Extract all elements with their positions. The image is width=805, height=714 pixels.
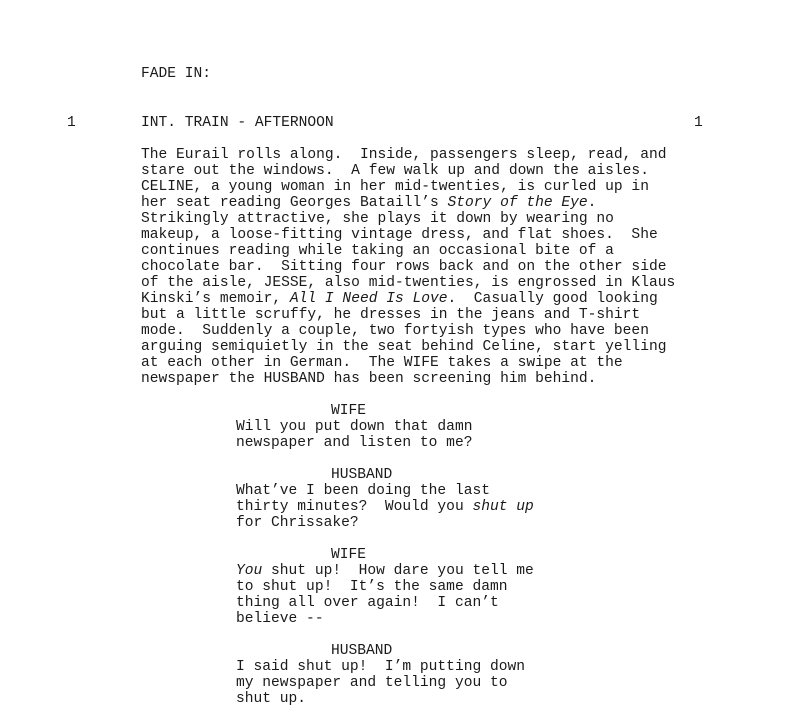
action-line: of the aisle, JESSE, also mid-twenties, is engrossed in Klaus [141,275,676,291]
dialogue-line: What’ve I been doing the last [236,483,490,499]
dialogue-text: thirty minutes? Would you [236,499,473,515]
action-text: . [587,195,597,211]
dialogue-line: believe -- [236,611,324,627]
dialogue-line: to shut up! It’s the same damn [236,579,508,595]
dialogue-block [236,467,596,531]
action-line: The Eurail rolls along. Inside, passengers sleep, read, and [141,147,667,163]
action-text: her seat reading Georges Bataill’s [141,195,448,211]
dialogue-block [236,547,596,627]
emphasis-text: shut up [472,499,534,515]
scene-number-right: 1 [694,115,703,131]
action-line: CELINE, a young woman in her mid-twenties, is curled up in [141,179,649,195]
action-line: chocolate bar. Sitting four rows back and on the other side [141,259,667,275]
action-line: newspaper the HUSBAND has been screening him behind. [141,371,597,387]
book-title: All I Need Is Love [289,291,448,307]
dialogue-line: I said shut up! I’m putting down [236,659,526,675]
character-name: HUSBAND [331,467,393,483]
character-name: WIFE [331,403,367,419]
dialogue-block [236,643,596,707]
dialogue-line: for Chrissake? [236,515,359,531]
emphasis-text: You [236,563,263,579]
dialogue-line: thing all over again! I can’t [236,595,499,611]
dialogue-line: shut up. [236,691,307,707]
action-line: but a little scruffy, he dresses in the jeans and T-shirt [141,307,641,323]
action-line: continues reading while taking an occasional bite of a [141,243,614,259]
action-line [141,195,721,211]
action-paragraph [141,147,721,387]
action-line: arguing semiquietly in the seat behind Celine, start yelling [141,339,667,355]
dialogue-line: Will you put down that damn [236,419,473,435]
action-line: mode. Suddenly a couple, two fortyish types who have been [141,323,649,339]
character-name: HUSBAND [331,643,393,659]
dialogue-line: my newspaper and telling you to [236,675,508,691]
dialogue-block [236,403,596,451]
transition: FADE IN: [141,66,212,82]
action-line: at each other in German. The WIFE takes a swipe at the [141,355,623,371]
dialogue-line [236,563,596,579]
scene-number-left: 1 [67,115,76,131]
dialogue-text: shut up! How dare you tell me [262,563,534,579]
action-text: Kinski’s memoir, [141,291,290,307]
dialogue-line [236,499,596,515]
action-text: . Casually good looking [447,291,658,307]
action-line: Strikingly attractive, she plays it down by wearing no [141,211,614,227]
scene-heading: INT. TRAIN - AFTERNOON [141,115,334,131]
character-name: WIFE [331,547,367,563]
action-line [141,291,721,307]
dialogue-line: newspaper and listen to me? [236,435,473,451]
action-line: makeup, a loose-fitting vintage dress, and flat shoes. She [141,227,658,243]
action-line: stare out the windows. A few walk up and down the aisles. [141,163,649,179]
book-title: Story of the Eye [447,195,588,211]
